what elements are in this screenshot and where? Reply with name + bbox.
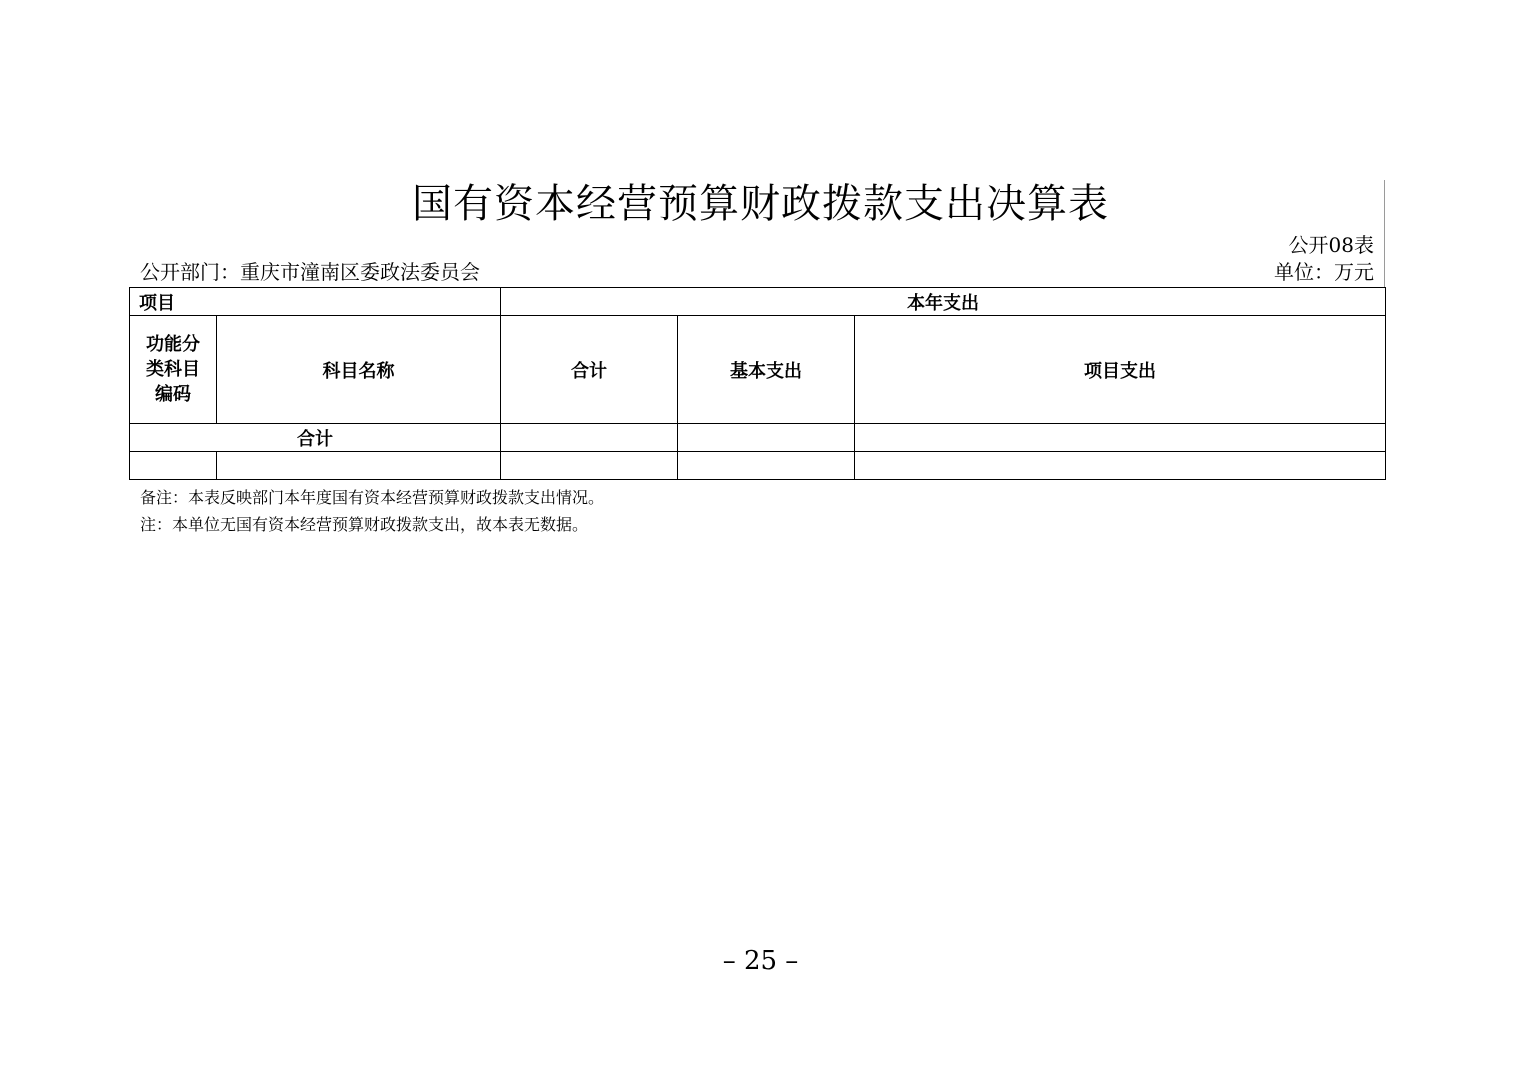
header-current-year-expenditure: 本年支出: [501, 288, 1386, 316]
table-row: [130, 452, 1386, 480]
header-basic-expenditure: 基本支出: [678, 316, 855, 424]
table-row-total: [130, 424, 1386, 452]
unit-label: 单位：万元: [1274, 260, 1374, 284]
expenditure-table: [129, 287, 1386, 480]
department-label: 公开部门：重庆市潼南区委政法委员会: [140, 260, 480, 284]
header-total: 合计: [501, 316, 678, 424]
header-function-code-label: 功能分类科目编码: [146, 334, 200, 405]
code-cell: [130, 452, 217, 480]
name-cell: [217, 452, 501, 480]
form-number: 公开08表: [1288, 233, 1374, 257]
basic-total-cell: [678, 424, 855, 452]
table-header-row-2: [130, 316, 1386, 424]
table-header-row-1: [130, 288, 1386, 316]
basic-cell: [678, 452, 855, 480]
no-data-note: 注：本单位无国有资本经营预算财政拨款支出，故本表无数据。: [140, 515, 589, 534]
right-margin-rule: [1384, 180, 1385, 288]
total-cell: [501, 424, 678, 452]
project-cell: [855, 452, 1386, 480]
project-total-cell: [855, 424, 1386, 452]
page-number: – 25 –: [722, 946, 799, 976]
notes: [140, 484, 604, 538]
header-project: 项目: [130, 288, 501, 316]
header-function-code: [130, 316, 217, 424]
header-project-expenditure: 项目支出: [855, 316, 1386, 424]
page-title: 国有资本经营预算财政拨款支出决算表: [412, 181, 1109, 227]
header-subject-name: 科目名称: [217, 316, 501, 424]
remark-note: 备注：本表反映部门本年度国有资本经营预算财政拨款支出情况。: [140, 488, 605, 507]
total-cell: [501, 452, 678, 480]
total-row-label: 合计: [130, 424, 501, 452]
